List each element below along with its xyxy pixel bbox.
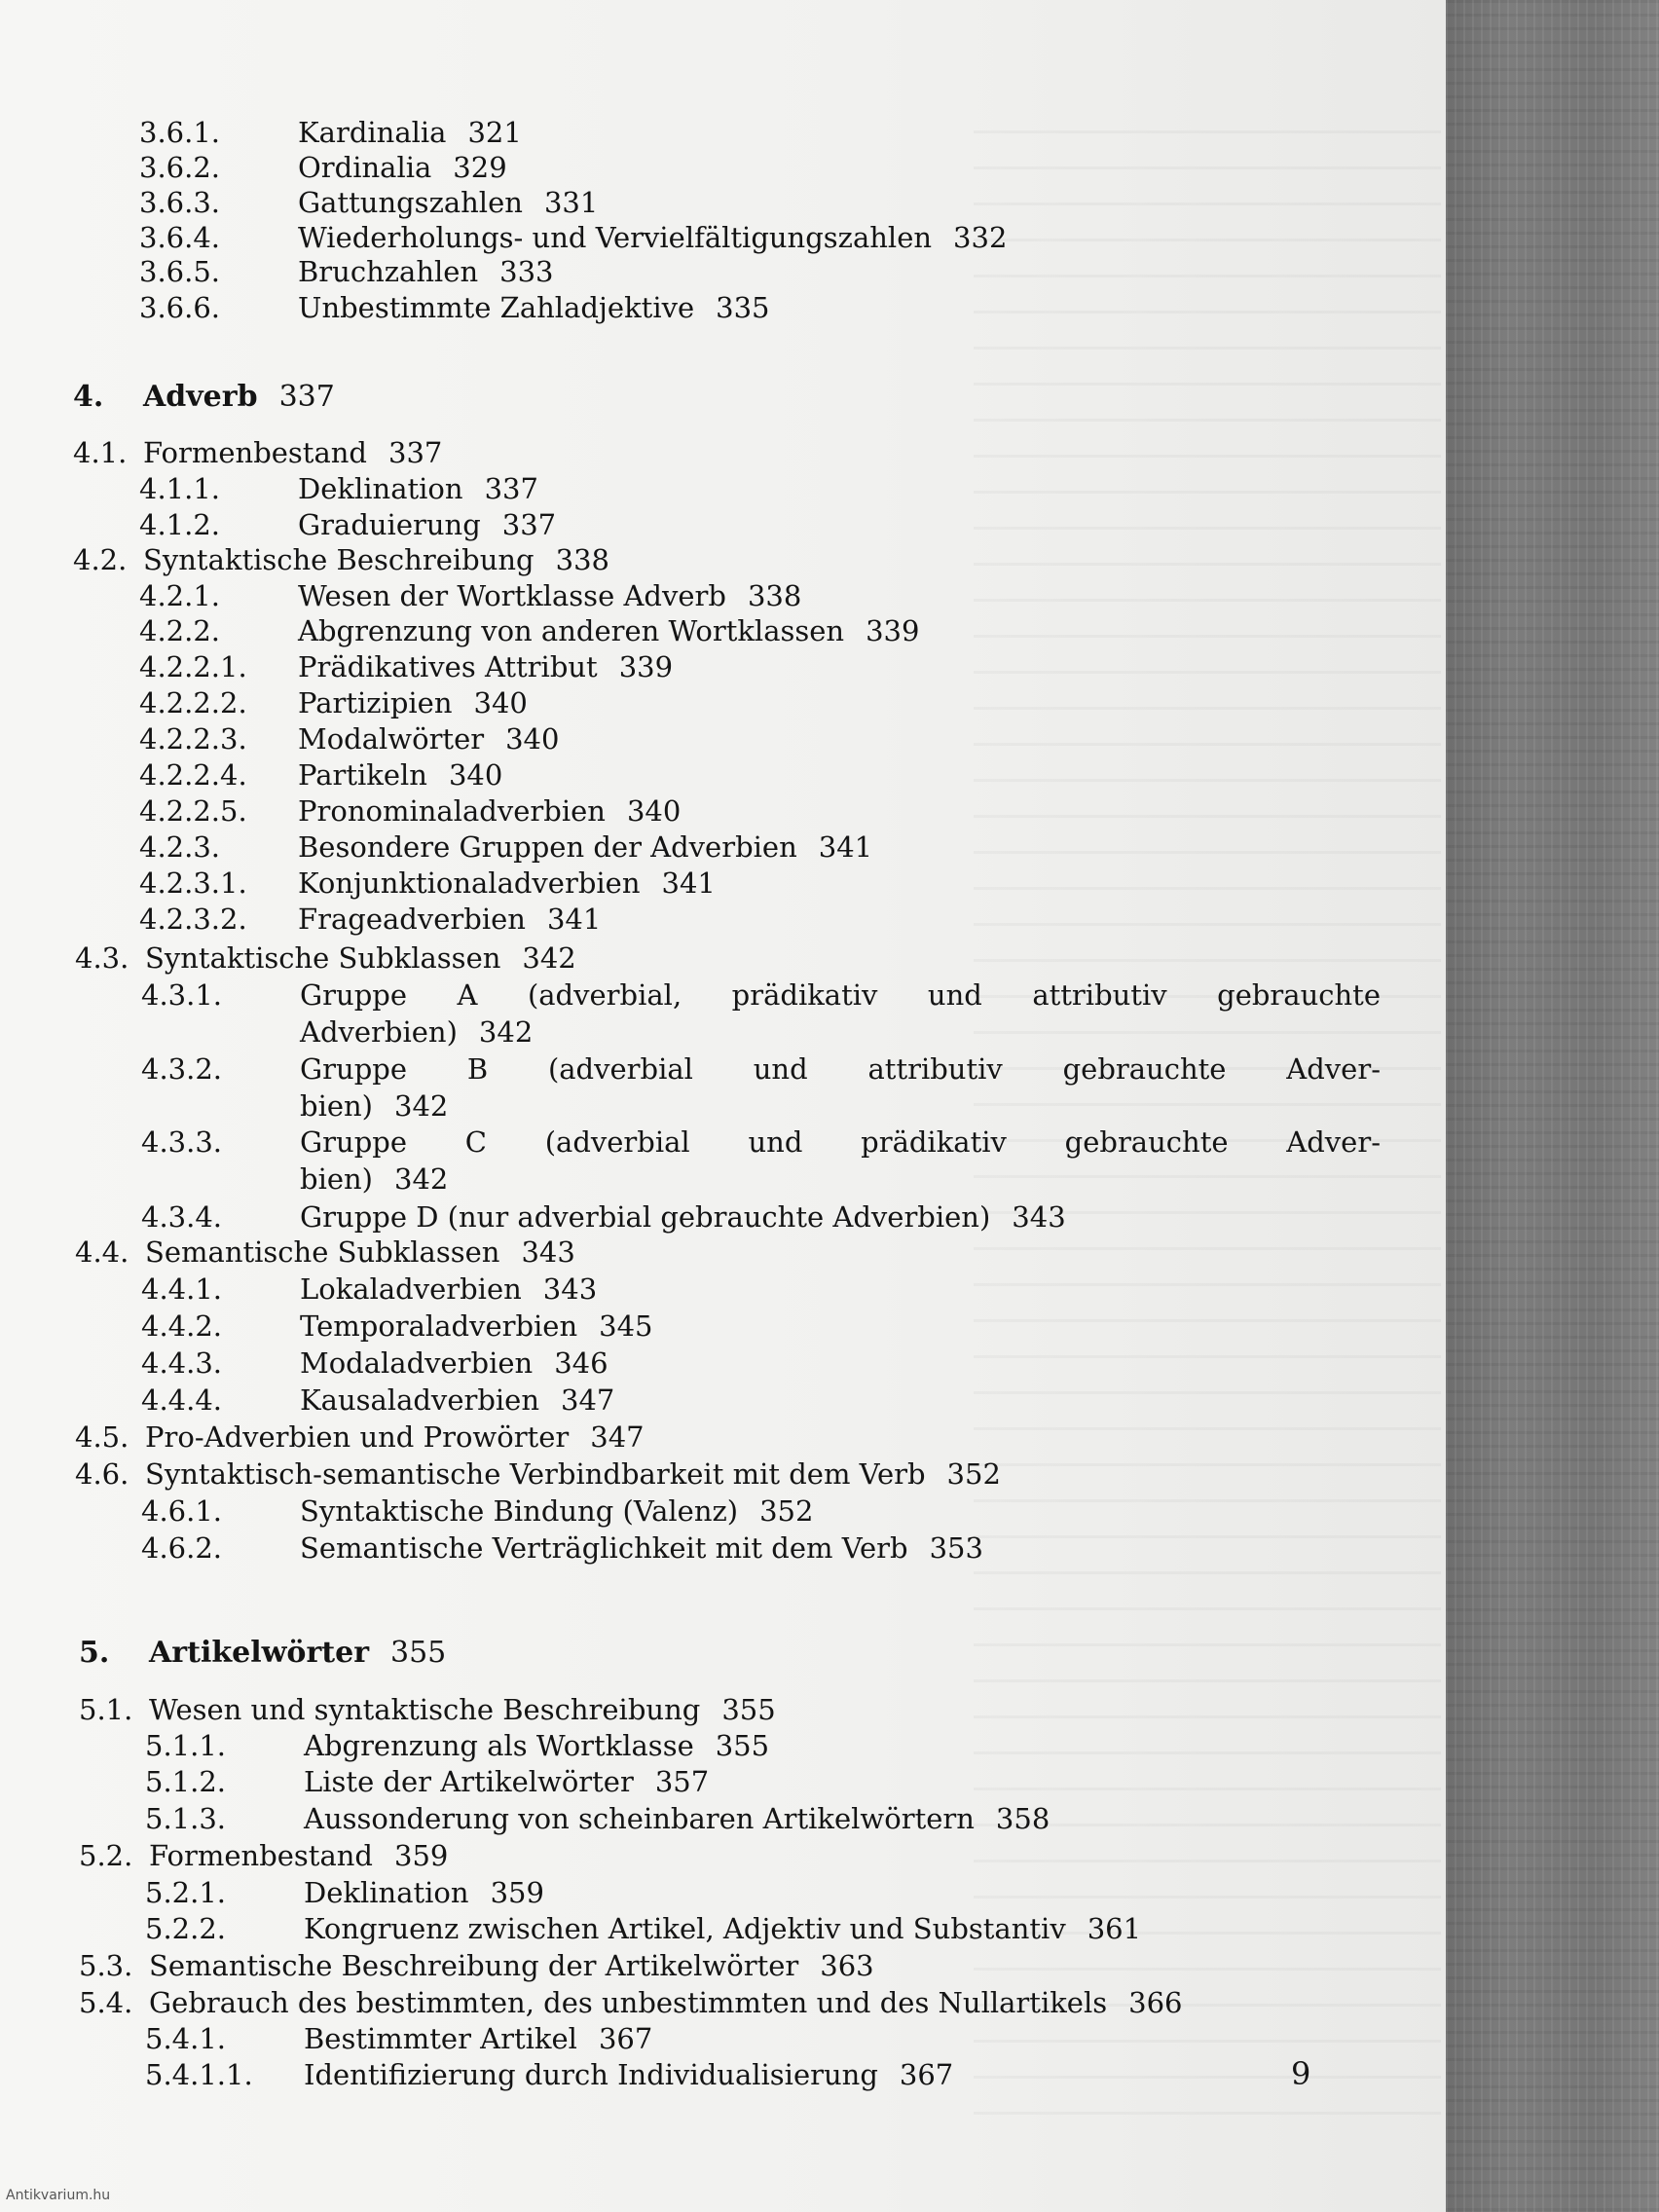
entry-title: Semantische Beschreibung der Artikelwörter <box>149 1949 799 1982</box>
entry-page: 321 <box>467 116 522 149</box>
entry-page: 363 <box>820 1949 874 1982</box>
entry-page: 341 <box>661 866 716 900</box>
entry-page: 339 <box>866 614 920 647</box>
entry-number: 4.2.3.2. <box>139 903 247 936</box>
entry-number: 4.3.4. <box>141 1200 223 1234</box>
entry-title: Artikelwörter <box>149 1636 369 1670</box>
entry-page: 367 <box>598 2022 653 2055</box>
entry-page: 338 <box>747 579 802 612</box>
entry-number: 5.2. <box>79 1839 133 1872</box>
entry-title: Modalwörter <box>298 722 485 756</box>
entry-title: Wiederholungs- und Vervielfältigungszahlen <box>298 221 933 254</box>
entry-title: Identifizierung durch Individualisierung <box>304 2058 878 2091</box>
entry-number: 3.6.6. <box>139 291 221 324</box>
entry-title: Wesen der Wortklasse Adverb <box>298 579 726 612</box>
entry-page: 343 <box>521 1235 575 1269</box>
entry-page: 355 <box>715 1729 770 1762</box>
entry-title: Abgrenzung als Wortklasse <box>304 1729 694 1762</box>
entry-number: 4.4.4. <box>141 1383 223 1417</box>
entry-number: 4.6.2. <box>141 1531 223 1565</box>
entry-title: Frageadverbien <box>298 903 526 936</box>
entry-title: Bruchzahlen <box>298 255 479 288</box>
entry-title: Deklination <box>304 1876 469 1909</box>
entry-page: 339 <box>618 650 674 683</box>
entry-title: Aussonderung von scheinbaren Artikelwörtern <box>304 1802 975 1835</box>
entry-number: 3.6.4. <box>139 221 221 254</box>
entry-number: 4.6. <box>75 1457 129 1491</box>
entry-number: 4.4.2. <box>141 1309 223 1343</box>
entry-title: Semantische Subklassen <box>145 1235 500 1269</box>
entry-page: 358 <box>995 1802 1051 1835</box>
entry-number: 4.2.1. <box>139 579 221 612</box>
entry-number: 4.5. <box>75 1420 129 1454</box>
entry-title: Syntaktische Subklassen <box>145 941 501 975</box>
entry-title: Adverb <box>143 380 258 414</box>
entry-page: 347 <box>590 1420 645 1454</box>
entry-title: Pronominaladverbien <box>298 794 606 828</box>
entry-number: 5.1.3. <box>145 1802 227 1835</box>
entry-title: Modaladverbien <box>300 1346 534 1380</box>
entry-number: 5.4. <box>79 1986 133 2019</box>
entry-page: 337 <box>278 380 335 414</box>
entry-number: 4.6.1. <box>141 1494 223 1528</box>
entry-page: 335 <box>716 291 770 324</box>
entry-number: 4.1.1. <box>139 472 221 505</box>
entry-title: Gattungszahlen <box>298 186 523 219</box>
entry-page: 359 <box>490 1876 544 1909</box>
entry-page: 353 <box>929 1531 983 1565</box>
entry-page: 337 <box>388 436 443 469</box>
entry-number: 3.6.5. <box>139 255 221 288</box>
entry-title: Prädikatives Attribut <box>298 650 598 683</box>
entry-number: 4.3.1. <box>141 978 223 1012</box>
entry-title: Gruppe B (adverbial und attributiv gebrauchte Adver- <box>300 1052 1381 1086</box>
entry-page: 366 <box>1128 1986 1183 2019</box>
entry-title: Kardinalia <box>298 116 447 149</box>
entry-number: 4.2.3. <box>139 830 221 864</box>
entry-page: 342 <box>522 941 576 975</box>
entry-page: 347 <box>561 1383 615 1417</box>
entry-number: 4.4.1. <box>141 1272 223 1306</box>
entry-title: Adverbien) <box>300 1015 458 1049</box>
entry-title: bien) <box>300 1089 373 1123</box>
entry-page: 355 <box>390 1636 447 1670</box>
entry-number: 3.6.1. <box>139 116 221 149</box>
entry-page: 341 <box>818 830 873 864</box>
entry-page: 340 <box>473 686 528 719</box>
entry-title: Kausaladverbien <box>300 1383 540 1417</box>
entry-number: 4. <box>73 380 104 414</box>
entry-page: 332 <box>953 221 1008 254</box>
entry-number: 4.2.2. <box>139 614 221 647</box>
entry-title: Gebrauch des bestimmten, des unbestimmten und des Nullartikels <box>149 1986 1108 2019</box>
entry-number: 4.3. <box>75 941 129 975</box>
entry-page: 343 <box>542 1272 598 1306</box>
watermark: Antikvarium.hu <box>6 2188 111 2203</box>
entry-page: 357 <box>654 1765 710 1798</box>
entry-number: 4.2.2.1. <box>139 650 247 683</box>
entry-number: 4.1.2. <box>139 508 221 541</box>
entry-page: 329 <box>453 151 507 184</box>
entry-title: Besondere Gruppen der Adverbien <box>298 830 797 864</box>
entry-title: Semantische Verträglichkeit mit dem Verb <box>300 1531 908 1565</box>
entry-title: Abgrenzung von anderen Wortklassen <box>298 614 845 647</box>
entry-number: 4.1. <box>73 436 128 469</box>
entry-page: 342 <box>394 1089 449 1123</box>
entry-page: 342 <box>478 1015 534 1049</box>
entry-number: 5.1.2. <box>145 1765 227 1798</box>
entry-page: 352 <box>946 1457 1001 1491</box>
entry-page: 346 <box>554 1346 608 1380</box>
entry-title: Partikeln <box>298 758 427 792</box>
entry-page: 340 <box>505 722 560 756</box>
entry-page: 338 <box>555 543 609 576</box>
entry-number: 4.4. <box>75 1235 129 1269</box>
entry-page: 333 <box>499 255 554 288</box>
entry-page: 341 <box>546 903 602 936</box>
entry-page: 340 <box>448 758 503 792</box>
entry-title: Syntaktisch-semantische Verbindbarkeit mit dem Verb <box>145 1457 926 1491</box>
entry-number: 4.4.3. <box>141 1346 223 1380</box>
entry-title: Formenbestand <box>149 1839 373 1872</box>
entry-title: Syntaktische Bindung (Valenz) <box>300 1494 739 1528</box>
entry-title: Partizipien <box>298 686 453 719</box>
entry-page: 342 <box>394 1162 449 1196</box>
entry-title: Gruppe D (nur adverbial gebrauchte Adverbien) <box>300 1200 991 1234</box>
entry-title: Bestimmter Artikel <box>304 2022 577 2055</box>
entry-page: 331 <box>543 186 599 219</box>
entry-number: 5.4.1.1. <box>145 2058 253 2091</box>
entry-title: Syntaktische Beschreibung <box>143 543 535 576</box>
entry-number: 5.4.1. <box>145 2022 227 2055</box>
entry-number: 5.1. <box>79 1693 133 1726</box>
page-number: 9 <box>1291 2055 1311 2092</box>
entry-number: 4.2.2.5. <box>139 794 247 828</box>
entry-title: Konjunktionaladverbien <box>298 866 641 900</box>
entry-title: Graduierung <box>298 508 481 541</box>
entry-page: 345 <box>599 1309 653 1343</box>
entry-title: Deklination <box>298 472 463 505</box>
entry-title: Temporaladverbien <box>300 1309 578 1343</box>
entry-title: Gruppe C (adverbial und prädikativ gebrauchte Adver- <box>300 1125 1381 1159</box>
entry-page: 337 <box>484 472 538 505</box>
entry-number: 3.6.2. <box>139 151 221 184</box>
entry-title: Wesen und syntaktische Beschreibung <box>149 1693 701 1726</box>
entry-number: 4.2.3.1. <box>139 866 247 900</box>
entry-title: Pro-Adverbien und Prowörter <box>145 1420 570 1454</box>
entry-title: bien) <box>300 1162 373 1196</box>
entry-page: 367 <box>899 2058 954 2091</box>
background-surface <box>1446 0 1659 2212</box>
entry-page: 355 <box>721 1693 776 1726</box>
entry-number: 5. <box>79 1636 110 1670</box>
entry-number: 4.2.2.3. <box>139 722 247 756</box>
entry-number: 4.2. <box>73 543 128 576</box>
entry-page: 361 <box>1087 1912 1142 1945</box>
entry-number: 5.2.2. <box>145 1912 227 1945</box>
entry-title: Lokaladverbien <box>300 1272 522 1306</box>
entry-title: Ordinalia <box>298 151 432 184</box>
entry-title: Gruppe A (adverbial, prädikativ und attributiv gebrauchte <box>300 978 1381 1012</box>
entry-title: Liste der Artikelwörter <box>304 1765 634 1798</box>
entry-number: 4.2.2.2. <box>139 686 247 719</box>
entry-page: 359 <box>394 1839 449 1872</box>
entry-page: 340 <box>626 794 682 828</box>
entry-page: 352 <box>759 1494 814 1528</box>
entry-title: Formenbestand <box>143 436 367 469</box>
entry-number: 3.6.3. <box>139 186 221 219</box>
entry-number: 5.1.1. <box>145 1729 227 1762</box>
entry-number: 5.3. <box>79 1949 133 1982</box>
entry-page: 343 <box>1012 1200 1066 1234</box>
entry-title: Unbestimmte Zahladjektive <box>298 291 695 324</box>
entry-page: 337 <box>501 508 557 541</box>
entry-number: 4.2.2.4. <box>139 758 247 792</box>
entry-number: 4.3.3. <box>141 1125 223 1159</box>
entry-number: 5.2.1. <box>145 1876 227 1909</box>
entry-title: Kongruenz zwischen Artikel, Adjektiv und Substantiv <box>304 1912 1066 1945</box>
entry-number: 4.3.2. <box>141 1052 223 1086</box>
